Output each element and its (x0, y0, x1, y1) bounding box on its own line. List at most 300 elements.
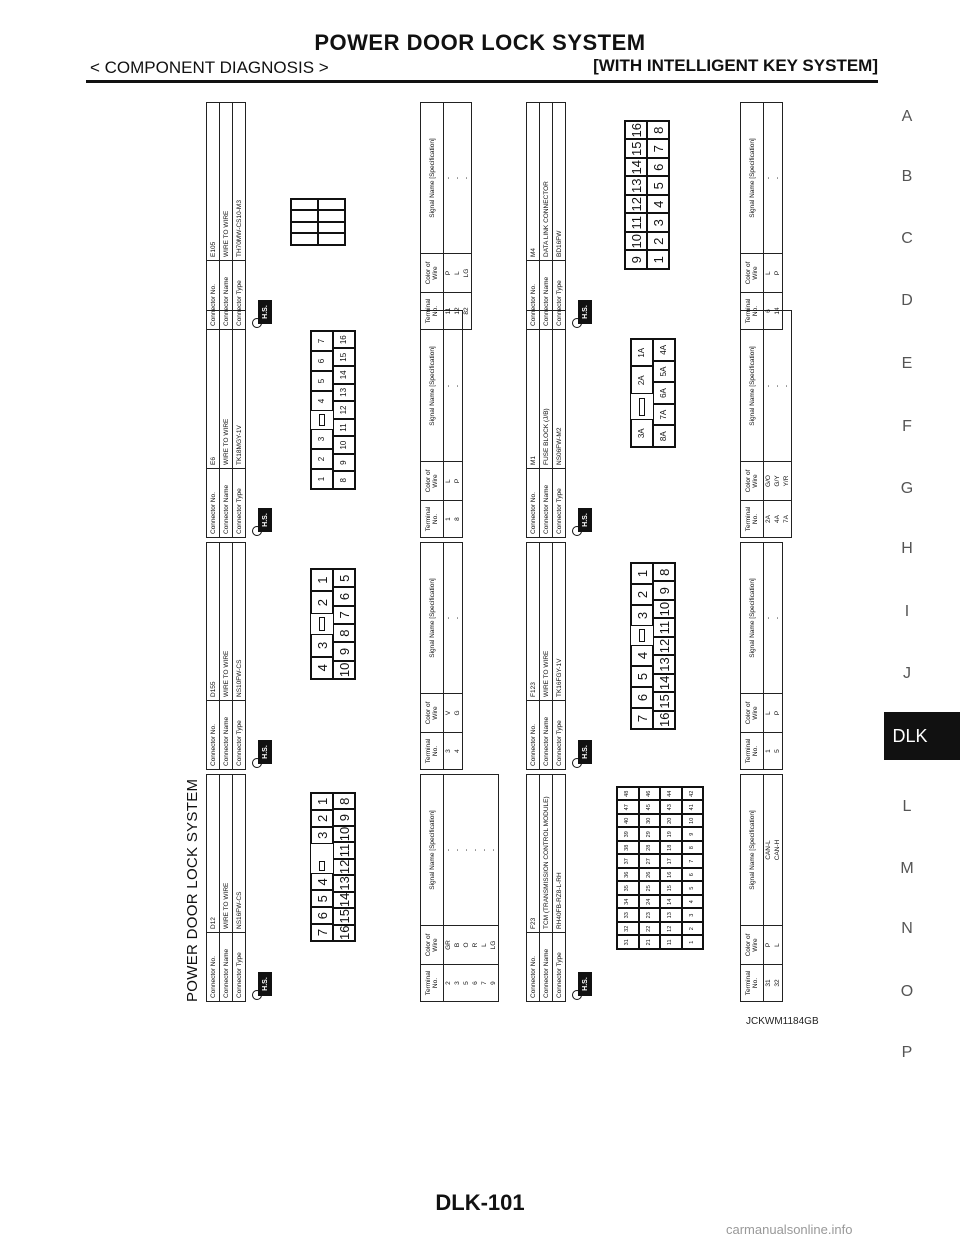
info-value: WIRE TO WIRE (220, 775, 233, 933)
pin-cell: 13 (333, 384, 355, 402)
pin-cell: 15 (333, 349, 355, 367)
pin-cell: 38 (617, 841, 639, 855)
pin-cell: 3 (682, 909, 704, 923)
wire-color: P (773, 694, 783, 733)
terminal-header: Terminal No. (421, 501, 444, 538)
pin-cell: 12 (333, 401, 355, 419)
terminal-row (453, 543, 463, 770)
pin-cell: 15 (333, 908, 355, 924)
signal-name: - (453, 543, 463, 694)
info-value: E105 (207, 103, 220, 261)
info-value: NS06FW-M2 (553, 311, 566, 469)
terminal-header: Signal Name [Specification] (741, 543, 764, 694)
terminal-header: Terminal No. (741, 965, 764, 1002)
hs-icon (254, 738, 274, 764)
terminal-header: Signal Name [Specification] (741, 775, 764, 926)
hs-label: H.S. (258, 972, 272, 996)
connector-lock-key (631, 394, 653, 420)
pin-cell: 15 (660, 882, 682, 896)
pin-row (653, 339, 675, 447)
pin-cell: 8 (647, 121, 669, 140)
info-value: TH70MW-CS10-M3 (233, 103, 246, 261)
pin-cell: 37 (617, 855, 639, 869)
figure-title: POWER DOOR LOCK SYSTEM (184, 778, 201, 1002)
signal-name: - (444, 775, 454, 926)
pin-cell: 33 (617, 909, 639, 923)
pin-cell: 36 (617, 868, 639, 882)
pin-cell: 6 (631, 687, 653, 708)
pin-row (617, 787, 639, 949)
pin-cell: 2A (631, 367, 653, 395)
info-key: Connector No. (207, 261, 220, 330)
terminal-no: 4 (453, 733, 463, 770)
terminal-row (764, 775, 774, 1002)
connector-info-table (206, 102, 246, 330)
connector-lock-key (311, 859, 333, 874)
info-key: Connector Name (540, 933, 553, 1002)
pin-cell: 2 (631, 584, 653, 605)
pin-cell: 23 (639, 909, 661, 923)
terminal-no: 6 (471, 965, 480, 1002)
pin-cell: 1 (647, 251, 669, 270)
pin-cell: 27 (639, 855, 661, 869)
terminal-table (420, 542, 463, 770)
terminal-no: 5 (773, 733, 783, 770)
hs-label: H.S. (258, 508, 272, 532)
signal-name: - (764, 103, 774, 254)
section-letter-p[interactable]: P (901, 1044, 913, 1061)
terminal-no: 7 (480, 965, 489, 1002)
connector-figure (180, 100, 850, 1010)
watermark: carmanualsonline.info (726, 1222, 853, 1237)
terminal-table (420, 102, 472, 330)
pin-cell: 16 (653, 711, 675, 729)
terminal-header: Color of Wire (741, 254, 764, 293)
section-tab-active[interactable]: DLK (884, 712, 960, 760)
terminal-header: Color of Wire (421, 462, 444, 501)
pin-cell: 5 (631, 666, 653, 687)
pin-cell: 35 (617, 882, 639, 896)
signal-name: - (782, 311, 792, 462)
wire-color: R (471, 926, 480, 965)
pin-cell: 1 (311, 793, 333, 810)
pin-cell: 28 (639, 841, 661, 855)
info-value: TK16FGY-1V (553, 543, 566, 701)
pin-cell: 9 (682, 828, 704, 842)
signal-name: CAN-H (773, 775, 783, 926)
terminal-row (462, 103, 472, 330)
header-rule (86, 80, 878, 83)
pin-row (333, 793, 355, 941)
pin-cell: 46 (639, 787, 661, 801)
info-value: M4 (527, 103, 540, 261)
pin-cell (291, 234, 318, 246)
section-letter-i[interactable]: I (904, 603, 910, 620)
connector-figure-rotated (180, 100, 850, 1010)
terminal-no: 3 (444, 733, 454, 770)
pin-cell: 5 (311, 890, 333, 907)
pin-cell: 45 (639, 801, 661, 815)
terminal-no: 5 (462, 965, 471, 1002)
signal-name: - (444, 103, 454, 254)
pin-cell: 2 (311, 591, 333, 613)
pin-cell: 6 (311, 907, 333, 924)
pin-cell: 7 (631, 708, 653, 729)
info-value: D155 (207, 543, 220, 701)
section-letter-m[interactable]: M (900, 860, 914, 877)
pin-cell: 41 (682, 801, 704, 815)
pin-cell: 44 (660, 787, 682, 801)
pin-cell: 3 (311, 429, 333, 449)
section-letter-b[interactable]: B (901, 168, 913, 185)
pin-row (333, 569, 355, 679)
terminal-no: 31 (764, 965, 774, 1002)
pin-cell: 2 (682, 922, 704, 936)
connector-panel-e105 (206, 102, 524, 330)
hs-label: H.S. (578, 972, 592, 996)
terminal-row (444, 103, 454, 330)
pin-cell: 10 (625, 232, 647, 251)
pin-cell: 4 (647, 195, 669, 214)
pin-cell: 30 (639, 814, 661, 828)
pin-row (631, 563, 653, 729)
section-letter-l[interactable]: L (902, 798, 912, 815)
pin-cell: 1 (682, 936, 704, 950)
pin-cell: 3 (311, 827, 333, 844)
section-letter-o[interactable]: O (900, 983, 914, 1000)
info-key: Connector Type (553, 933, 566, 1002)
pin-cell: 4A (653, 339, 675, 361)
pin-cell: 1 (311, 569, 333, 591)
page-number: DLK-101 (435, 1190, 525, 1215)
terminal-header: Color of Wire (741, 926, 764, 965)
pin-cell: 12 (653, 637, 675, 655)
info-key: Connector Name (220, 261, 233, 330)
connector-face (290, 198, 346, 246)
info-key: Connector Name (220, 933, 233, 1002)
terminal-no: 2 (444, 965, 454, 1002)
section-letter-h[interactable]: H (901, 540, 913, 557)
terminal-row (453, 311, 463, 538)
signal-name: - (773, 543, 783, 694)
signal-name: - (773, 103, 783, 254)
wire-color: LG (462, 254, 472, 293)
pin-cell: 24 (639, 895, 661, 909)
connector-info-table (206, 542, 246, 770)
wire-color: P (444, 254, 454, 293)
pin-cell: 14 (660, 895, 682, 909)
pin-cell: 6 (682, 868, 704, 882)
pin-cell: 7 (333, 606, 355, 624)
signal-name: - (462, 775, 471, 926)
wire-color: G/O (764, 462, 774, 501)
pin-cell (291, 222, 318, 234)
info-value: D12 (207, 775, 220, 933)
terminal-header: Signal Name [Specification] (741, 311, 764, 462)
pin-cell: 1 (631, 563, 653, 584)
terminal-header: Terminal No. (741, 293, 764, 330)
info-value: DATA LINK CONNECTOR (540, 103, 553, 261)
info-value: TCM (TRANSMISSION CONTROL MODULE) (540, 775, 553, 933)
info-key: Connector Type (233, 933, 246, 1002)
pin-row (639, 787, 661, 949)
wire-color: O (462, 926, 471, 965)
pin-cell: 8 (653, 563, 675, 581)
wire-color: L (480, 926, 489, 965)
info-value: FUSE BLOCK (J/B) (540, 311, 553, 469)
pin-cell: 13 (653, 655, 675, 673)
connector-face (630, 338, 676, 448)
terminal-header: Color of Wire (421, 254, 444, 293)
terminal-row (444, 543, 454, 770)
pin-cell: 13 (660, 909, 682, 923)
pin-cell: 6A (653, 382, 675, 404)
terminal-table (740, 102, 783, 330)
terminal-table (420, 310, 463, 538)
terminal-no: 1 (444, 501, 454, 538)
pin-cell: 13 (333, 875, 355, 891)
info-value: F123 (527, 543, 540, 701)
terminal-table (740, 774, 783, 1002)
pin-cell: 5A (653, 361, 675, 383)
terminal-header: Signal Name [Specification] (421, 775, 444, 926)
pin-cell: 26 (639, 868, 661, 882)
pin-cell: 3A (631, 420, 653, 448)
wire-color: P (773, 254, 783, 293)
signal-name: - (453, 311, 463, 462)
pin-cell: 8 (333, 471, 355, 489)
connector-lock-key (311, 411, 333, 429)
pin-cell: 7 (682, 855, 704, 869)
terminal-header: Terminal No. (741, 501, 764, 538)
terminal-table (740, 310, 792, 538)
wire-color: G (453, 694, 463, 733)
section-letter-e[interactable]: E (901, 355, 913, 372)
wire-color: L (764, 694, 774, 733)
pin-cell: 31 (617, 936, 639, 950)
pin-cell (291, 211, 318, 223)
hs-icon (254, 506, 274, 532)
info-value: F23 (527, 775, 540, 933)
pin-cell: 3 (311, 634, 333, 656)
pin-cell: 12 (660, 922, 682, 936)
terminal-row (462, 775, 471, 1002)
pin-row (333, 331, 355, 489)
wire-color: P (453, 462, 463, 501)
terminal-row (764, 103, 774, 330)
connector-face (624, 120, 670, 270)
pin-cell: 29 (639, 828, 661, 842)
pin-cell: 34 (617, 895, 639, 909)
signal-name: - (444, 543, 454, 694)
pin-cell: 9 (333, 642, 355, 660)
section-letter-c[interactable]: C (901, 230, 913, 247)
info-key: Connector Name (220, 469, 233, 538)
pin-cell: 10 (333, 436, 355, 454)
pin-cell: 32 (617, 922, 639, 936)
pin-cell: 25 (639, 882, 661, 896)
section-letter-d[interactable]: D (901, 292, 913, 309)
terminal-no: 3 (453, 965, 462, 1002)
connector-panel-e6 (206, 310, 524, 538)
info-key: Connector No. (527, 933, 540, 1002)
info-key: Connector No. (207, 701, 220, 770)
pin-cell: 4 (631, 645, 653, 666)
pin-cell: 7 (311, 924, 333, 941)
terminal-no: 9 (489, 965, 499, 1002)
pin-cell: 48 (617, 787, 639, 801)
pin-cell: 5 (333, 569, 355, 587)
terminal-row (773, 775, 783, 1002)
pin-cell: 4 (311, 873, 333, 890)
hs-icon (574, 506, 594, 532)
connector-panel-d155 (206, 542, 524, 770)
info-value: WIRE TO WIRE (220, 311, 233, 469)
pin-cell: 16 (660, 868, 682, 882)
hs-label: H.S. (258, 740, 272, 764)
pin-cell: 10 (682, 814, 704, 828)
pin-cell: 5 (682, 882, 704, 896)
signal-name: - (453, 775, 462, 926)
pin-cell: 5 (647, 177, 669, 196)
pin-cell: 4 (311, 391, 333, 411)
pin-cell: 3 (647, 214, 669, 233)
section-letter-n[interactable]: N (901, 920, 913, 937)
terminal-no: 1 (764, 733, 774, 770)
pin-cell: 11 (653, 618, 675, 636)
terminal-header: Color of Wire (421, 926, 444, 965)
signal-name: - (471, 775, 480, 926)
hs-label: H.S. (578, 508, 592, 532)
terminal-table (740, 542, 783, 770)
pin-cell: 3 (631, 605, 653, 626)
terminal-header: Color of Wire (421, 694, 444, 733)
pin-cell: 8A (653, 425, 675, 447)
section-letter-f[interactable]: F (902, 418, 912, 435)
pin-cell: 11 (660, 936, 682, 950)
pin-cell: 6 (311, 351, 333, 371)
pin-cell: 12 (625, 195, 647, 214)
signal-name: - (444, 311, 454, 462)
pin-cell (318, 234, 345, 246)
info-key: Connector Type (233, 469, 246, 538)
pin-cell: 18 (660, 841, 682, 855)
pin-cell: 10 (653, 600, 675, 618)
pin-cell: 14 (653, 674, 675, 692)
pin-cell: 16 (625, 121, 647, 140)
connector-info-table (206, 774, 246, 1002)
terminal-no: 6 (764, 293, 774, 330)
connector-face (630, 562, 676, 730)
section-letter-a[interactable]: A (901, 108, 913, 125)
info-key: Connector Name (540, 261, 553, 330)
info-value: NS16FW-CS (233, 775, 246, 933)
terminal-row (453, 103, 462, 330)
pin-cell: 7A (653, 404, 675, 426)
pin-row (631, 339, 653, 447)
pin-cell: 42 (682, 787, 704, 801)
pin-cell: 39 (617, 828, 639, 842)
pin-row (291, 199, 318, 245)
connector-info-table (206, 310, 246, 538)
terminal-row (764, 543, 774, 770)
terminal-no: 2A (764, 501, 774, 538)
pin-cell: 14 (333, 366, 355, 384)
hs-icon (254, 970, 274, 996)
pin-cell: 9 (625, 251, 647, 270)
terminal-header: Color of Wire (741, 462, 764, 501)
pin-cell: 7 (647, 140, 669, 159)
info-key: Connector Name (220, 701, 233, 770)
pin-cell (318, 199, 345, 211)
section-index (884, 0, 960, 1242)
info-key: Connector Type (233, 261, 246, 330)
wire-color: P (764, 926, 774, 965)
section-letter-j[interactable]: J (903, 665, 911, 682)
terminal-header: Terminal No. (421, 733, 444, 770)
pin-cell (318, 222, 345, 234)
pin-cell: 9 (333, 809, 355, 825)
signal-name: - (773, 311, 782, 462)
terminal-no: 32 (773, 965, 783, 1002)
pin-cell: 8 (333, 624, 355, 642)
pin-row (318, 199, 345, 245)
pin-row (682, 787, 704, 949)
connector-lock-key (631, 626, 653, 645)
connector-panel-d12 (206, 774, 524, 1002)
pin-cell: 8 (333, 793, 355, 809)
connector-panel-m1 (526, 310, 844, 538)
info-key: Connector Name (540, 701, 553, 770)
signal-name: - (764, 311, 774, 462)
wire-color: LG (489, 926, 499, 965)
terminal-header: Terminal No. (421, 293, 444, 330)
pin-cell: 47 (617, 801, 639, 815)
pin-cell: 8 (682, 841, 704, 855)
pin-row (653, 563, 675, 729)
terminal-header: Terminal No. (741, 733, 764, 770)
connector-info-table (526, 542, 566, 770)
pin-cell: 12 (333, 859, 355, 875)
terminal-no: 7A (782, 501, 792, 538)
info-key: Connector Type (553, 261, 566, 330)
wire-color: GR (444, 926, 454, 965)
pin-cell: 16 (333, 331, 355, 349)
wire-color: B (453, 926, 462, 965)
wire-color: L (444, 462, 454, 501)
pin-row (660, 787, 682, 949)
signal-name: - (453, 103, 462, 254)
section-letter-g[interactable]: G (900, 480, 914, 497)
terminal-header: Signal Name [Specification] (741, 103, 764, 254)
pin-cell: 11 (625, 214, 647, 233)
info-value: NS10FW-CS (233, 543, 246, 701)
info-value: WIRE TO WIRE (220, 103, 233, 261)
terminal-row (444, 311, 454, 538)
terminal-no: 8 (453, 501, 463, 538)
pin-row (625, 121, 647, 269)
info-key: Connector No. (207, 933, 220, 1002)
terminal-row (782, 311, 792, 538)
pin-cell (291, 199, 318, 211)
info-key: Connector No. (527, 701, 540, 770)
pin-cell: 4 (311, 657, 333, 679)
connector-info-table (526, 310, 566, 538)
pin-cell: 15 (625, 140, 647, 159)
pin-cell: 6 (647, 158, 669, 177)
wire-color: G/Y (773, 462, 782, 501)
connector-panel-f23 (526, 774, 844, 1002)
